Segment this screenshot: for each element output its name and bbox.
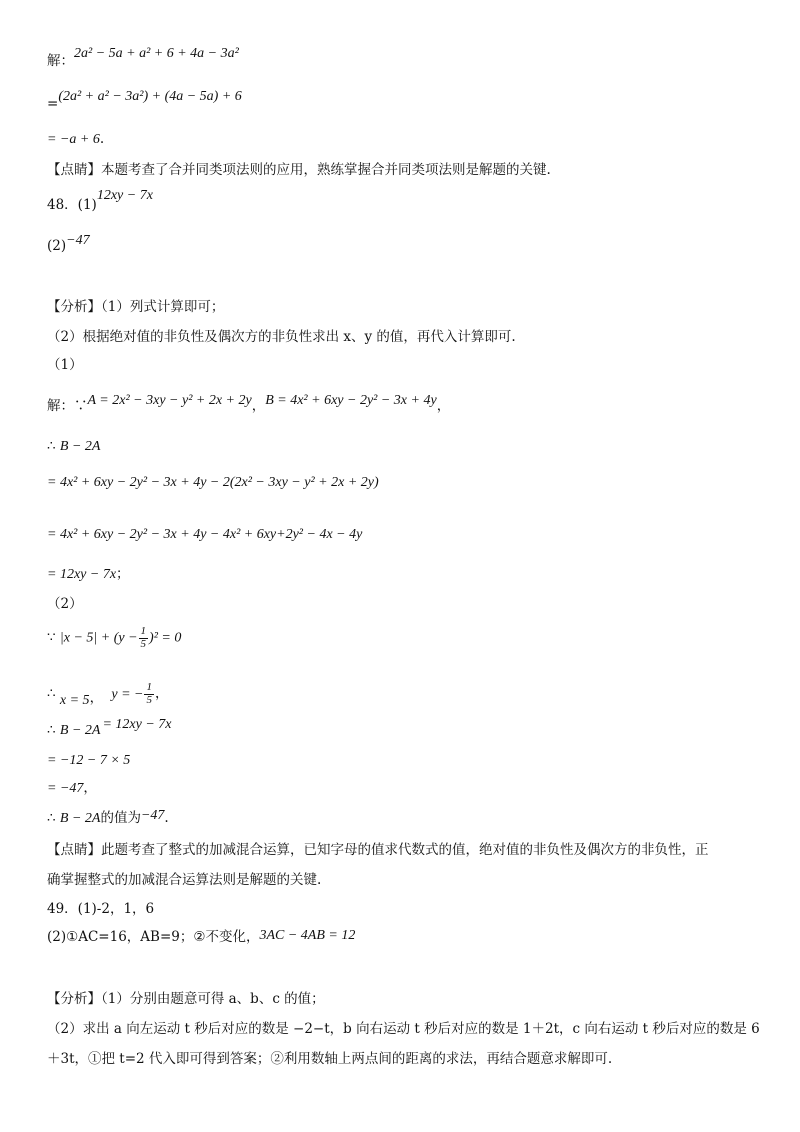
because-symbol: ∵ [47, 629, 56, 646]
therefore-line-1 [47, 438, 100, 456]
analysis-line-2: （2）根据绝对值的非负性及偶次方的非负性求出 x、y 的值，再代入计算即可. [47, 329, 516, 345]
x-value: x = 5 [59, 692, 90, 708]
equals-sign: = [47, 96, 59, 112]
q49-part2-answer [47, 929, 355, 947]
expression: = 12xy − 7x [47, 567, 117, 582]
equation-line-2 [47, 526, 362, 544]
therefore-symbol: ∴ [47, 810, 56, 826]
q48-part1-answer [47, 188, 153, 215]
period: . [164, 810, 169, 826]
numerator: 1 [146, 681, 152, 693]
solution-line-2 [47, 88, 242, 112]
analysis-line-5: ＋3t，①把 t=2 代入即可得到答案；②利用数轴上两点间的距离的求法，再结合题意求解即可. [47, 1051, 613, 1067]
therefore-symbol: ∴ [47, 722, 56, 738]
expression: B − 2A [59, 811, 101, 826]
expression: |x − 5| + (y − [59, 630, 138, 646]
comma: ， [436, 398, 451, 414]
question-label: 48．(1) [47, 197, 97, 213]
definition-A: A = 2x² − 3xy − y² + 2x + 2y [87, 393, 252, 408]
therefore-line-3 [47, 717, 172, 740]
part1-label: （1） [47, 357, 83, 373]
comma: ， [251, 398, 266, 414]
expression: = 4x² + 6xy − 2y² − 3x + 4y − 4x² + 6xy+2y² − 4x − 4y [47, 527, 363, 542]
equation-line-1 [47, 474, 379, 492]
therefore-symbol: ∴ [47, 438, 56, 454]
therefore-line-2 [47, 682, 168, 706]
expression: B − 2A [59, 723, 101, 738]
comma: ， [154, 685, 169, 702]
expression: = 4x² + 6xy − 2y² − 3x + 4y − 2(2x² − 3xy − y² + 2x + 2y) [47, 475, 379, 490]
y-value: y = − [111, 686, 144, 702]
comma: ， [89, 689, 104, 706]
answer-text: (2)①AC=16，AB=9；②不变化， [47, 929, 260, 945]
definition-B: B = 4x² + 6xy − 2y² − 3x + 4y [265, 393, 437, 408]
given-definitions [47, 392, 451, 414]
expression: = −12 − 7 × 5 [47, 753, 131, 768]
equation-line-3 [47, 566, 130, 584]
answer-expression: 3AC − 4AB = 12 [259, 928, 356, 943]
therefore-symbol: ∴ [47, 685, 56, 702]
q48-part2-answer [47, 233, 90, 256]
expression-rhs: = 12xy − 7x [102, 717, 172, 732]
equation-line-5 [47, 780, 97, 798]
value-text: 的值为 [100, 810, 141, 826]
dianjing-note-1: 【点睛】本题考查了合并同类项法则的应用，熟练掌握合并同类项法则是解题的关键. [47, 162, 551, 178]
expression: (2a² + a² − 3a²) + (4a − 5a) + 6 [58, 89, 242, 104]
solution-line-3 [47, 131, 104, 149]
period: . [99, 131, 105, 147]
dianjing-note-2-line-1: 【点睛】此题考查了整式的加减混合运算，已知字母的值求代数式的值，绝对值的非负性及偶次方的非负性，正 [47, 842, 709, 858]
fraction [144, 682, 154, 706]
answer-expression: 12xy − 7x [96, 188, 153, 203]
expression: 2a² − 5a + a² + 6 + 4a − 3a² [74, 46, 239, 61]
expression-tail: )² = 0 [149, 630, 182, 646]
analysis-line-1: 【分析】（1）列式计算即可； [47, 299, 225, 315]
denominator: 5 [146, 693, 152, 706]
q49-part1-answer: 49．(1)-2，1，6 [47, 901, 155, 917]
expression: B − 2A [59, 439, 101, 454]
value-number: −47 [140, 808, 165, 823]
solution-line-1 [47, 46, 239, 71]
dianjing-note-2-line-2: 确掌握整式的加减混合运算法则是解题的关键. [47, 872, 322, 888]
equation-line-4 [47, 752, 130, 770]
fraction [139, 626, 149, 650]
semicolon: ； [116, 566, 130, 582]
answer-expression: −47 [66, 233, 90, 248]
condition-line [47, 626, 181, 650]
analysis-line-4: （2）求出 a 向左运动 t 秒后对应的数是 −2−t，b 向右运动 t 秒后对应的数是 1＋2t，c 向右运动 t 秒后对应的数是 6 [47, 1021, 760, 1037]
comma: ， [83, 780, 97, 796]
expression: = −a + 6 [47, 132, 100, 147]
expression: = −47 [47, 781, 84, 796]
part2-label: （2） [47, 596, 83, 612]
numerator: 1 [140, 625, 147, 637]
part-label: (2) [47, 238, 67, 254]
conclusion-line [47, 810, 169, 828]
analysis-line-3: 【分析】（1）分别由题意可得 a、b、c 的值； [47, 991, 325, 1007]
solution-label: 解：∵ [47, 398, 88, 414]
denominator: 5 [140, 637, 147, 650]
solution-label: 解： [47, 53, 74, 69]
